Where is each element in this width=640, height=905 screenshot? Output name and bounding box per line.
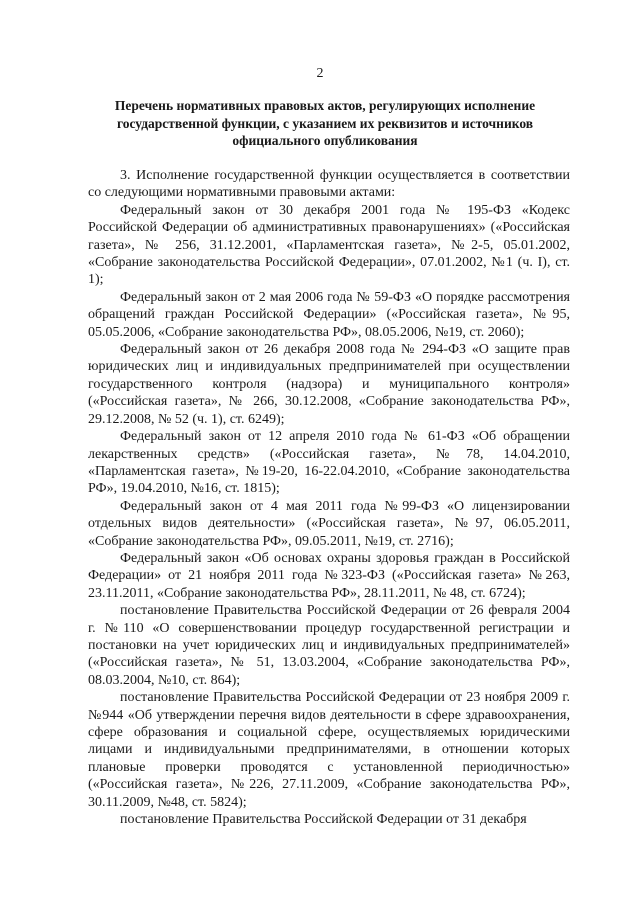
legal-act-paragraph: постановление Правительства Российской Федерации от 31 декабря [120, 812, 527, 828]
page-number: 2 [316, 66, 324, 81]
legal-act-paragraph: Федеральный закон от 2 мая 2006 года № 59-ФЗ «О порядке рассмотрения обращений граждан Российской Федерации» («Российская газета», №95, 05.05.2006, «Собрание законодательства РФ», 08.05.2006, №19, ст. 2060); [88, 289, 570, 340]
legal-act-paragraph: Федеральный закон «Об основах охраны здоровья граждан в Российской Федерации» от 21 ноября 2011 года №323-ФЗ («Российская газета» №263, 23.11.2011, «Собрание законодательства РФ», 28.11.2011, № 48, ст. 6724); [88, 550, 570, 601]
document-body [88, 167, 570, 828]
legal-act-paragraph: Федеральный закон от 4 мая 2011 года №99-ФЗ «О лицензировании отдельных видов деятельности» («Российская газета», №97, 06.05.2011, «Собрание законодательства РФ», 09.05.2011, №19, ст. 2716); [88, 498, 570, 549]
legal-act-paragraph: постановление Правительства Российской Федерации от 26 февраля 2004 г. №110 «О совершенствовании процедур государственной регистрации и постановки на учет юридических лиц и индивидуальных предпринимателей» («Российская газета», № 51, 13.03.2004, «Собрание законодательства РФ», 08.03.2004, №10, ст. 864); [88, 603, 570, 688]
legal-act-paragraph: Федеральный закон от 12 апреля 2010 года № 61-ФЗ «Об обращении лекарственных средств» («Российская газета», №78, 14.04.2010, «Парламентская газета», №19-20, 16-22.04.2010, «Собрание законодательства РФ», 19.04.2010, №16, ст. 1815); [88, 429, 570, 497]
legal-act-paragraph: Федеральный закон от 30 декабря 2001 года № 195-ФЗ «Кодекс Российской Федерации об административных правонарушениях» («Российская газета», № 256, 31.12.2001, «Парламентская газета», №2-5, 05.01.2002, «Собрание законодательства Российской Федерации», 07.01.2002, №1 (ч. I), ст. 1); [88, 202, 570, 288]
section-heading: Перечень нормативных правовых актов, регулирующих исполнение государственной функции, с указанием их реквизитов и источников официального опубликования [114, 98, 536, 148]
intro-paragraph: 3. Исполнение государственной функции осуществляется в соответствии со следующими нормативными правовыми актами: [88, 168, 570, 201]
legal-act-paragraph: постановление Правительства Российской Федерации от 23 ноября 2009 г. №944 «Об утверждении перечня видов деятельности в сфере здравоохранения, сфере образования и социальной сфере, осуществляемых юридическими лицами и индивидуальными предпринимателями, в отношении которых плановые проверки проводятся с установленной периодичностью» («Российская газета», №226, 27.11.2009, «Собрание законодательства РФ», 30.11.2009, №48, ст. 5824); [88, 690, 570, 810]
legal-act-paragraph: Федеральный закон от 26 декабря 2008 года № 294-ФЗ «О защите прав юридических лиц и индивидуальных предпринимателей при осуществлении государственного контроля (надзора) и муниципального контроля» («Российская газета», № 266, 30.12.2008, «Собрание законодательства РФ», 29.12.2008, № 52 (ч. 1), ст. 6249); [88, 342, 570, 427]
